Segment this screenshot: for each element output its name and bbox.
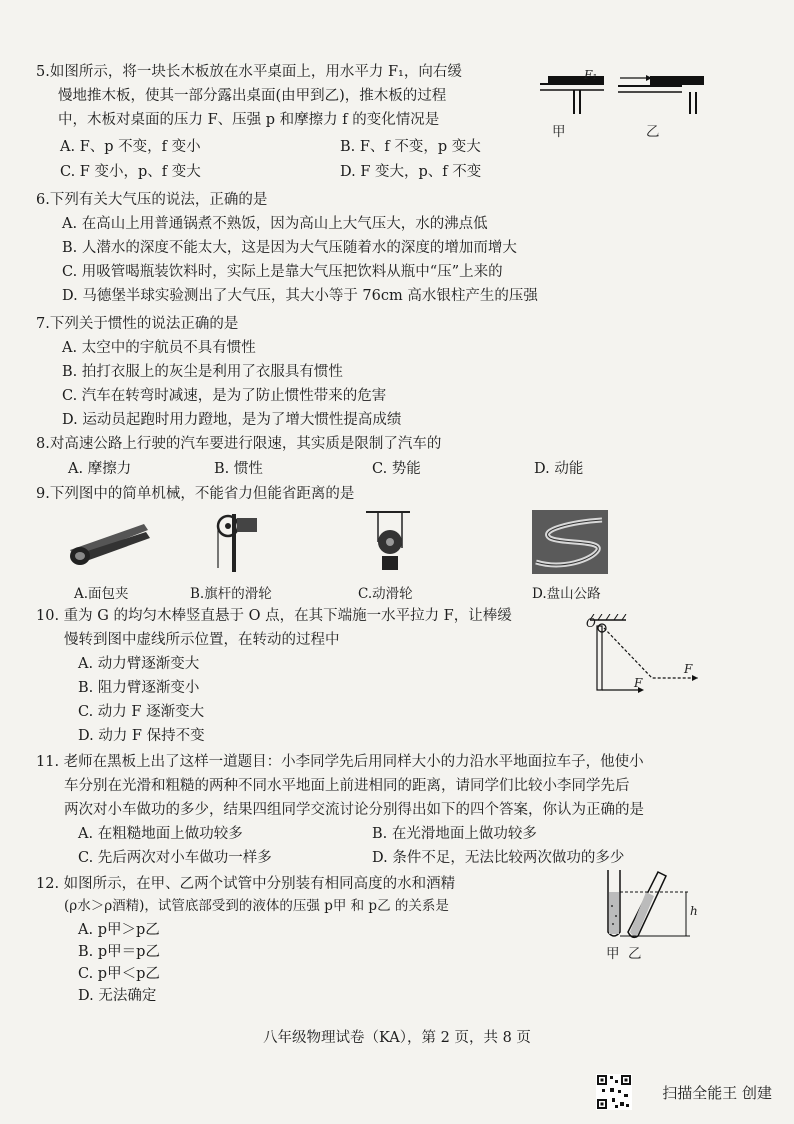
q5-option-b: B. F、f 不变，p 变大	[340, 139, 481, 155]
q12-label-jia: 甲	[606, 946, 620, 962]
scanner-watermark: 扫描全能王 创建	[662, 1084, 772, 1102]
q10-label-f-lower: F	[634, 676, 643, 690]
q10-lever-figure	[586, 614, 702, 694]
q7-stem: 7.下列关于惯性的说法正确的是	[36, 316, 239, 332]
q10-label-o: O	[586, 616, 596, 630]
q5-option-d: D. F 变大，p、f 不变	[340, 164, 482, 180]
q12-option-c: C. p甲＜p乙	[78, 966, 160, 982]
q5-force-label: F₁	[584, 68, 598, 82]
q7-option-c: C. 汽车在转弯时减速，是为了防止惯性带来的危害	[62, 388, 387, 404]
q12-stem-line-2: (ρ水＞ρ酒精)，试管底部受到的液体的压强 p甲 和 p乙 的关系是	[64, 898, 449, 914]
q6-option-c: C. 用吸管喝瓶装饮料时，实际上是靠大气压把饮料从瓶中“压”上来的	[62, 264, 503, 280]
q12-label-h: h	[690, 904, 698, 918]
q5-stem-line-3: 中，木板对桌面的压力 F、压强 p 和摩擦力 f 的变化情况是	[58, 112, 440, 128]
q6-option-d: D. 马德堡半球实验测出了大气压，其大小等于 76cm 高水银柱产生的压强	[62, 288, 538, 304]
q11-option-a: A. 在粗糙地面上做功较多	[78, 826, 243, 842]
q5-board-figure	[540, 64, 720, 144]
flagpole-pulley-image	[206, 510, 262, 574]
q8-option-d: D. 动能	[534, 461, 584, 477]
page-footer: 八年级物理试卷（KA），第 2 页，共 8 页	[263, 1030, 531, 1046]
q9-caption-c: C.动滑轮	[358, 586, 413, 602]
q12-option-d: D. 无法确定	[78, 988, 157, 1004]
q12-label-yi: 乙	[628, 946, 642, 962]
q8-option-c: C. 势能	[372, 461, 421, 477]
q6-option-a: A. 在高山上用普通锅煮不熟饭，因为高山上大气压大，水的沸点低	[62, 216, 488, 232]
q7-option-d: D. 运动员起跑时用力蹬地，是为了增大惯性提高成绩	[62, 412, 402, 428]
q12-test-tubes-figure	[596, 866, 704, 942]
q11-stem-line-2: 车分别在光滑和粗糙的两种不同水平地面上前进相同的距离，请同学们比较小李同学先后	[64, 778, 630, 794]
q5-stem-line-1: 5.如图所示，将一块长木板放在水平桌面上，用水平力 F₁，向右缓	[36, 64, 462, 80]
q10-option-a: A. 动力臂逐渐变大	[78, 656, 200, 672]
q10-option-b: B. 阻力臂逐渐变小	[78, 680, 200, 696]
q12-option-a: A. p甲＞p乙	[78, 922, 160, 938]
q11-option-b: B. 在光滑地面上做功较多	[372, 826, 537, 842]
q7-option-b: B. 拍打衣服上的灰尘是利用了衣服具有惯性	[62, 364, 343, 380]
movable-pulley-image	[356, 508, 420, 576]
q12-stem-line-1: 12. 如图所示，在甲、乙两个试管中分别装有相同高度的水和酒精	[36, 876, 456, 892]
q10-label-f-upper: F	[684, 662, 693, 676]
mountain-road-image	[532, 510, 608, 574]
q5-label-jia: 甲	[552, 124, 566, 140]
q11-stem-line-3: 两次对小车做功的多少，结果四组同学交流讨论分别得出如下的四个答案，你认为正确的是	[64, 802, 644, 818]
q8-option-b: B. 惯性	[214, 461, 263, 477]
q9-caption-a: A.面包夹	[74, 586, 129, 602]
q5-label-yi: 乙	[646, 124, 660, 140]
bread-clip-image	[64, 510, 156, 574]
q10-stem-line-1: 10. 重为 G 的均匀木棒竖直悬于 O 点，在其下端施一水平拉力 F，让棒缓	[36, 608, 512, 624]
q5-option-c: C. F 变小，p、f 变大	[60, 164, 201, 180]
q12-option-b: B. p甲＝p乙	[78, 944, 160, 960]
q9-stem: 9.下列图中的简单机械，不能省力但能省距离的是	[36, 486, 355, 502]
q5-stem-line-2: 慢地推木板，使其一部分露出桌面(由甲到乙)，推木板的过程	[58, 88, 447, 104]
q9-caption-b: B.旗杆的滑轮	[190, 586, 272, 602]
q8-stem: 8.对高速公路上行驶的汽车要进行限速，其实质是限制了汽车的	[36, 436, 442, 452]
q6-option-b: B. 人潜水的深度不能太大，这是因为大气压随着水的深度的增加而增大	[62, 240, 517, 256]
q11-option-c: C. 先后两次对小车做功一样多	[78, 850, 272, 866]
q8-option-a: A. 摩擦力	[68, 461, 132, 477]
q10-option-d: D. 动力 F 保持不变	[78, 728, 205, 744]
q11-stem-line-1: 11. 老师在黑板上出了这样一道题目：小李同学先后用同样大小的力沿水平地面拉车子，他使小	[36, 754, 644, 770]
q10-option-c: C. 动力 F 逐渐变大	[78, 704, 205, 720]
q9-caption-d: D.盘山公路	[532, 586, 601, 602]
q6-stem: 6.下列有关大气压的说法，正确的是	[36, 192, 268, 208]
q11-option-d: D. 条件不足，无法比较两次做功的多少	[372, 850, 625, 866]
q5-option-a: A. F、p 不变，f 变小	[60, 139, 201, 155]
q7-option-a: A. 太空中的宇航员不具有惯性	[62, 340, 256, 356]
q10-stem-line-2: 慢转到图中虚线所示位置，在转动的过程中	[64, 632, 340, 648]
qr-code-icon	[596, 1074, 632, 1110]
